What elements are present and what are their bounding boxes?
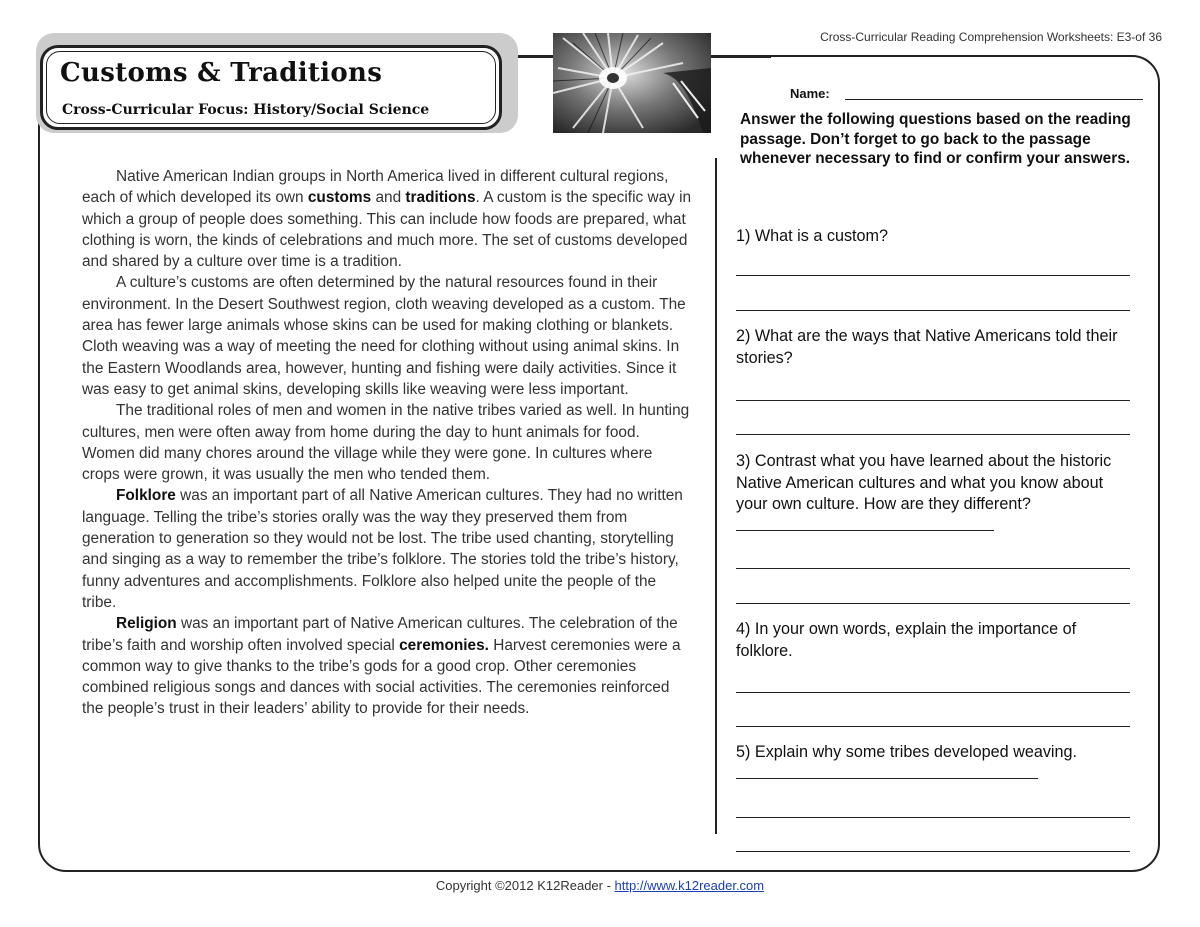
headdress-photo [553,33,711,133]
answer-line-3b[interactable] [736,603,1130,604]
reading-passage [82,166,692,720]
question-5 [736,742,1136,785]
column-divider [715,158,717,834]
answer-line-2a[interactable] [736,400,1130,401]
question-4: 4) In your own words, explain the importance of folklore. [736,620,1077,660]
passage-paragraph: A culture’s customs are often determined by the natural resources found in their environment. In the Desert Southwest region, cloth weaving developed as a custom. The area has fewer large animals whose skins can be used for making clothing or blankets. Cloth weaving was a way of meeting the need for clothing without using animal skins. In the Eastern Woodlands area, however, hunting and fishing were daily activities. Since it was easy to get animal skins, developing skills like weaving were less important. [82,274,686,398]
vocab-term-ceremonies: ceremonies. [399,636,489,654]
answer-line-1a[interactable] [736,275,1130,276]
answer-line-4b[interactable] [736,726,1130,727]
answer-line-5b[interactable] [736,851,1130,852]
passage-paragraph [82,485,692,613]
vocab-term-customs: customs [307,189,372,207]
passage-text: Native American Indian groups in North America lived in different cultural regions, each of which developed its own [82,168,669,207]
question-3 [736,451,1136,537]
passage-text: and [371,189,406,207]
passage-text: Harvest ceremonies were a common way to give thanks to the tribe’s gods for a good crop. Other ceremonies combined religious songs and dances with social activities. The ceremonies reinforced the people’s trust in their leaders’ ability to provide for their needs. [82,636,681,718]
answer-line-3-inline[interactable] [736,530,994,531]
worksheet-reference: Cross-Curricular Reading Comprehension Worksheets: E3-of 36 [820,30,1162,44]
feather-headdress-image [553,33,711,133]
answer-line-3a[interactable] [736,568,1130,569]
question-5-text: 5) Explain why some tribes developed weaving. [736,743,1078,761]
passage-paragraph [82,613,692,719]
vocab-term-traditions: traditions [405,189,476,207]
footer-copyright [0,878,1200,893]
name-field-line[interactable] [845,99,1143,100]
vocab-term-folklore: Folklore [116,487,176,505]
question-3-text: 3) Contrast what you have learned about the historic Native American cultures and what you know about your own culture. How are they different? [736,452,1112,513]
vocab-term-religion: Religion [116,615,177,633]
answer-line-1b[interactable] [736,310,1130,311]
answer-line-2b[interactable] [736,434,1130,435]
copyright-text: Copyright ©2012 K12Reader - [435,878,615,893]
k12reader-link[interactable]: http://www.k12reader.com [614,878,765,893]
page-title: Customs & Traditions [60,58,383,88]
passage-text: was an important part of all Native American cultures. They had no written language. Telling the tribe’s stories orally was the way they preserved them from generation to generation so they would not be lost. The tribe used chanting, storytelling and singing as a way to remember the tribe’s folklore. The stories told the tribe’s history, funny adventures and accomplishments. Folklore also helped unite the people of the tribe. [82,487,683,611]
name-label: Name: [790,86,830,101]
question-1: 1) What is a custom? [736,227,889,245]
question-2: 2) What are the ways that Native Americans told their stories? [736,327,1118,367]
answer-line-5a[interactable] [736,817,1130,818]
instructions: Answer the following questions based on the reading passage. Don’t forget to go back to the passage whenever necessary to find or confirm your answers. [740,111,1131,167]
page-subtitle: Cross-Curricular Focus: History/Social Science [62,102,430,118]
frame-connector [711,56,771,58]
passage-paragraph [82,166,692,272]
passage-text: was an important part of Native American cultures. The celebration of the tribe’s faith and worship often involved special [82,615,678,654]
answer-line-5-inline[interactable] [736,778,1038,779]
passage-text: . A custom is the specific way in which a group of people does something. This can include how foods are prepared, what clothing is worn, the kinds of celebrations and much more. The set of customs developed and shared by a culture over time is a tradition. [82,189,692,271]
answer-line-4a[interactable] [736,692,1130,693]
passage-paragraph: The traditional roles of men and women in the native tribes varied as well. In hunting cultures, men were often away from home during the day to hunt animals for food. Women did many chores around the village while they were gone. In cultures where crops were grown, it was usually the men who tended them. [82,402,690,484]
